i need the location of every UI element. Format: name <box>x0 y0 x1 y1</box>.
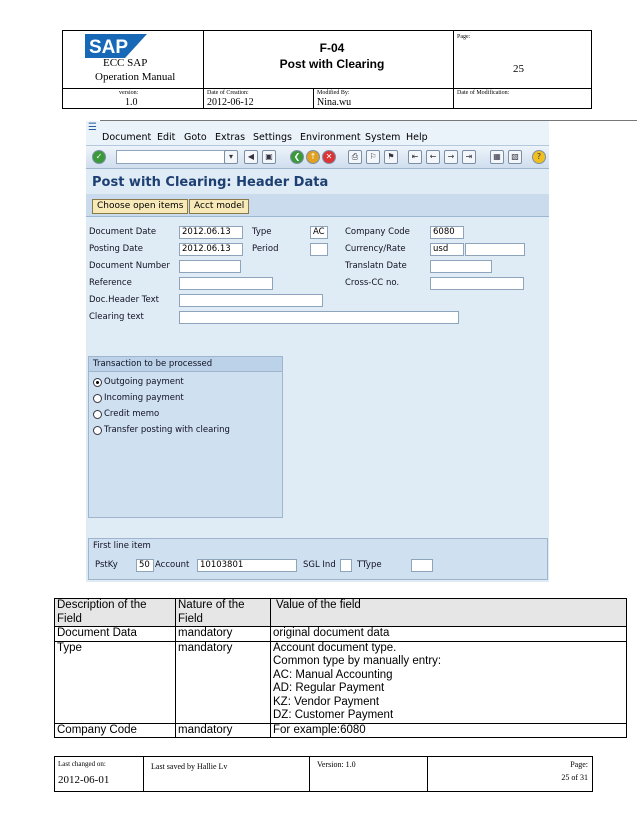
reference-label: Reference <box>89 278 132 288</box>
save-icon[interactable]: ▣ <box>262 150 276 164</box>
menu-settings[interactable]: Settings <box>253 132 292 143</box>
next-page-icon[interactable]: → <box>444 150 458 164</box>
new-session-icon[interactable]: ▦ <box>490 150 504 164</box>
menu-bar <box>86 121 549 145</box>
modified-by-label: Modified By: <box>317 90 350 96</box>
menu-help[interactable]: Help <box>406 132 428 143</box>
menu-goto[interactable]: Goto <box>184 132 207 143</box>
pstky-input[interactable]: 50 <box>136 559 154 572</box>
footer-page-label: Page: <box>570 760 588 769</box>
manual-line-1: ECC SAP <box>103 57 148 69</box>
table-row <box>55 627 627 642</box>
value-line: Common type by manually entry: <box>273 655 442 667</box>
row-value <box>271 641 627 723</box>
document-header <box>62 30 592 109</box>
exit-icon[interactable]: ↑ <box>306 150 320 164</box>
standard-toolbar <box>86 145 549 169</box>
history-icon[interactable]: ▾ <box>224 150 238 164</box>
version-value: 1.0 <box>125 97 138 108</box>
posting-date-label: Posting Date <box>89 244 143 254</box>
screen-title: Post with Clearing: Header Data <box>92 175 329 190</box>
shortcut-icon[interactable]: ▧ <box>508 150 522 164</box>
transaction-group-title: Transaction to be processed <box>93 359 213 369</box>
application-toolbar <box>86 194 549 217</box>
incoming-payment-label: Incoming payment <box>104 393 184 403</box>
back-icon[interactable]: ❮ <box>290 150 304 164</box>
credit-memo-label: Credit memo <box>104 409 160 419</box>
creation-date: 2012-06-12 <box>207 97 254 108</box>
menu-document[interactable]: Document <box>102 132 152 143</box>
menu-extras[interactable]: Extras <box>215 132 246 143</box>
currency-input[interactable]: usd <box>430 243 464 256</box>
ttype-input[interactable] <box>411 559 433 572</box>
cross-cc-label: Cross-CC no. <box>345 278 400 288</box>
row-value: For example:6080 <box>271 723 627 738</box>
clearing-text-label: Clearing text <box>89 312 144 322</box>
row-nature: mandatory <box>176 627 271 642</box>
value-line: KZ: Vendor Payment <box>273 695 380 708</box>
clearing-text-input[interactable] <box>179 311 459 324</box>
page-number: 25 <box>513 63 524 75</box>
transaction-group <box>88 356 283 518</box>
document-number-label: Document Number <box>89 261 170 271</box>
sap-logo <box>85 34 147 58</box>
creation-label: Date of Creation: <box>207 90 249 96</box>
version-label: version: <box>119 90 139 96</box>
menu-system[interactable]: System <box>365 132 401 143</box>
print-icon[interactable]: ⎙ <box>348 150 362 164</box>
row-value: original document data <box>271 627 627 642</box>
row-description: Company Code <box>55 723 176 738</box>
row-description: Type <box>55 641 176 723</box>
choose-open-items-button[interactable]: Choose open items <box>92 199 188 214</box>
incoming-payment-radio[interactable] <box>93 394 102 403</box>
ttype-label: TType <box>357 560 382 570</box>
value-line: DZ: Customer Payment <box>273 709 394 721</box>
row-nature: mandatory <box>176 723 271 738</box>
footer-version: Version: 1.0 <box>317 760 356 769</box>
cross-cc-input[interactable] <box>430 277 524 290</box>
acct-model-button[interactable]: Acct model <box>189 199 249 214</box>
column-header-nature: Nature of the Field <box>176 599 271 627</box>
account-label: Account <box>155 560 190 570</box>
menu-environment[interactable]: Environment <box>300 132 361 143</box>
document-number-input[interactable] <box>179 260 241 273</box>
page-label: Page: <box>457 34 471 40</box>
period-input[interactable] <box>310 243 328 256</box>
find-icon[interactable]: ⚐ <box>366 150 380 164</box>
table-row <box>55 723 627 738</box>
table-header-row <box>55 599 627 627</box>
find-next-icon[interactable]: ⚑ <box>384 150 398 164</box>
value-line: Account document type. <box>273 641 397 654</box>
period-label: Period <box>252 244 279 254</box>
first-page-icon[interactable]: ⇤ <box>408 150 422 164</box>
last-page-icon[interactable]: ⇥ <box>462 150 476 164</box>
last-saved-by: Last saved by Hallie Lv <box>151 762 228 771</box>
document-date-input[interactable]: 2012.06.13 <box>179 226 243 239</box>
menu-edit[interactable]: Edit <box>157 132 176 143</box>
transaction-code: F-04 <box>319 41 345 55</box>
command-field[interactable] <box>116 150 236 164</box>
row-nature: mandatory <box>176 641 271 723</box>
modification-label: Date of Modification: <box>457 90 510 96</box>
previous-page-icon[interactable]: ← <box>426 150 440 164</box>
doc-header-text-input[interactable] <box>179 294 323 307</box>
modified-by: Nina.wu <box>317 97 352 108</box>
svg-text:SAP: SAP <box>89 37 129 58</box>
outgoing-payment-label: Outgoing payment <box>104 377 184 387</box>
value-line: AC: Manual Accounting <box>273 668 393 681</box>
document-title: Post with Clearing <box>279 57 385 71</box>
enter-icon[interactable]: ✓ <box>92 150 106 164</box>
column-header-value: Value of the field <box>271 599 627 627</box>
account-input[interactable]: 10103801 <box>197 559 297 572</box>
menu-icon[interactable]: ☰ <box>88 122 97 133</box>
type-label: Type <box>252 227 272 237</box>
column-header-description: Description of the Field <box>55 599 176 627</box>
sap-screenshot <box>86 121 549 582</box>
translatn-date-input[interactable] <box>430 260 492 273</box>
document-date-label: Document Date <box>89 227 157 237</box>
field-description-table <box>54 598 627 738</box>
transfer-posting-radio[interactable] <box>93 426 102 435</box>
first-line-item-title: First line item <box>93 541 151 551</box>
transfer-posting-label: Transfer posting with clearing <box>104 425 230 435</box>
manual-line-2: Operation Manual <box>95 71 176 83</box>
reference-input[interactable] <box>179 277 273 290</box>
back-arrow-icon[interactable]: ◀ <box>244 150 258 164</box>
value-line: AD: Regular Payment <box>273 682 385 694</box>
last-changed-date: 2012-06-01 <box>58 774 110 786</box>
last-changed-label: Last changed on: <box>58 760 106 768</box>
posting-date-input[interactable]: 2012.06.13 <box>179 243 243 256</box>
help-icon[interactable]: ? <box>532 150 546 164</box>
doc-header-text-label: Doc.Header Text <box>89 295 159 305</box>
table-row <box>55 641 627 723</box>
rate-input[interactable] <box>465 243 525 256</box>
cancel-icon[interactable]: ✕ <box>322 150 336 164</box>
row-description: Document Data <box>55 627 176 642</box>
outgoing-payment-radio[interactable] <box>93 378 102 387</box>
credit-memo-radio[interactable] <box>93 410 102 419</box>
first-line-item-group <box>88 538 548 580</box>
sgl-ind-input[interactable] <box>340 559 352 572</box>
type-input[interactable]: AC <box>310 226 328 239</box>
footer-page-of: 25 of 31 <box>561 773 588 782</box>
document-footer <box>54 756 593 792</box>
currency-rate-label: Currency/Rate <box>345 244 406 254</box>
translatn-date-label: Translatn Date <box>345 261 407 271</box>
company-code-input[interactable]: 6080 <box>430 226 464 239</box>
sgl-ind-label: SGL Ind <box>303 560 336 570</box>
company-code-label: Company Code <box>345 227 410 237</box>
pstky-label: PstKy <box>95 560 118 570</box>
